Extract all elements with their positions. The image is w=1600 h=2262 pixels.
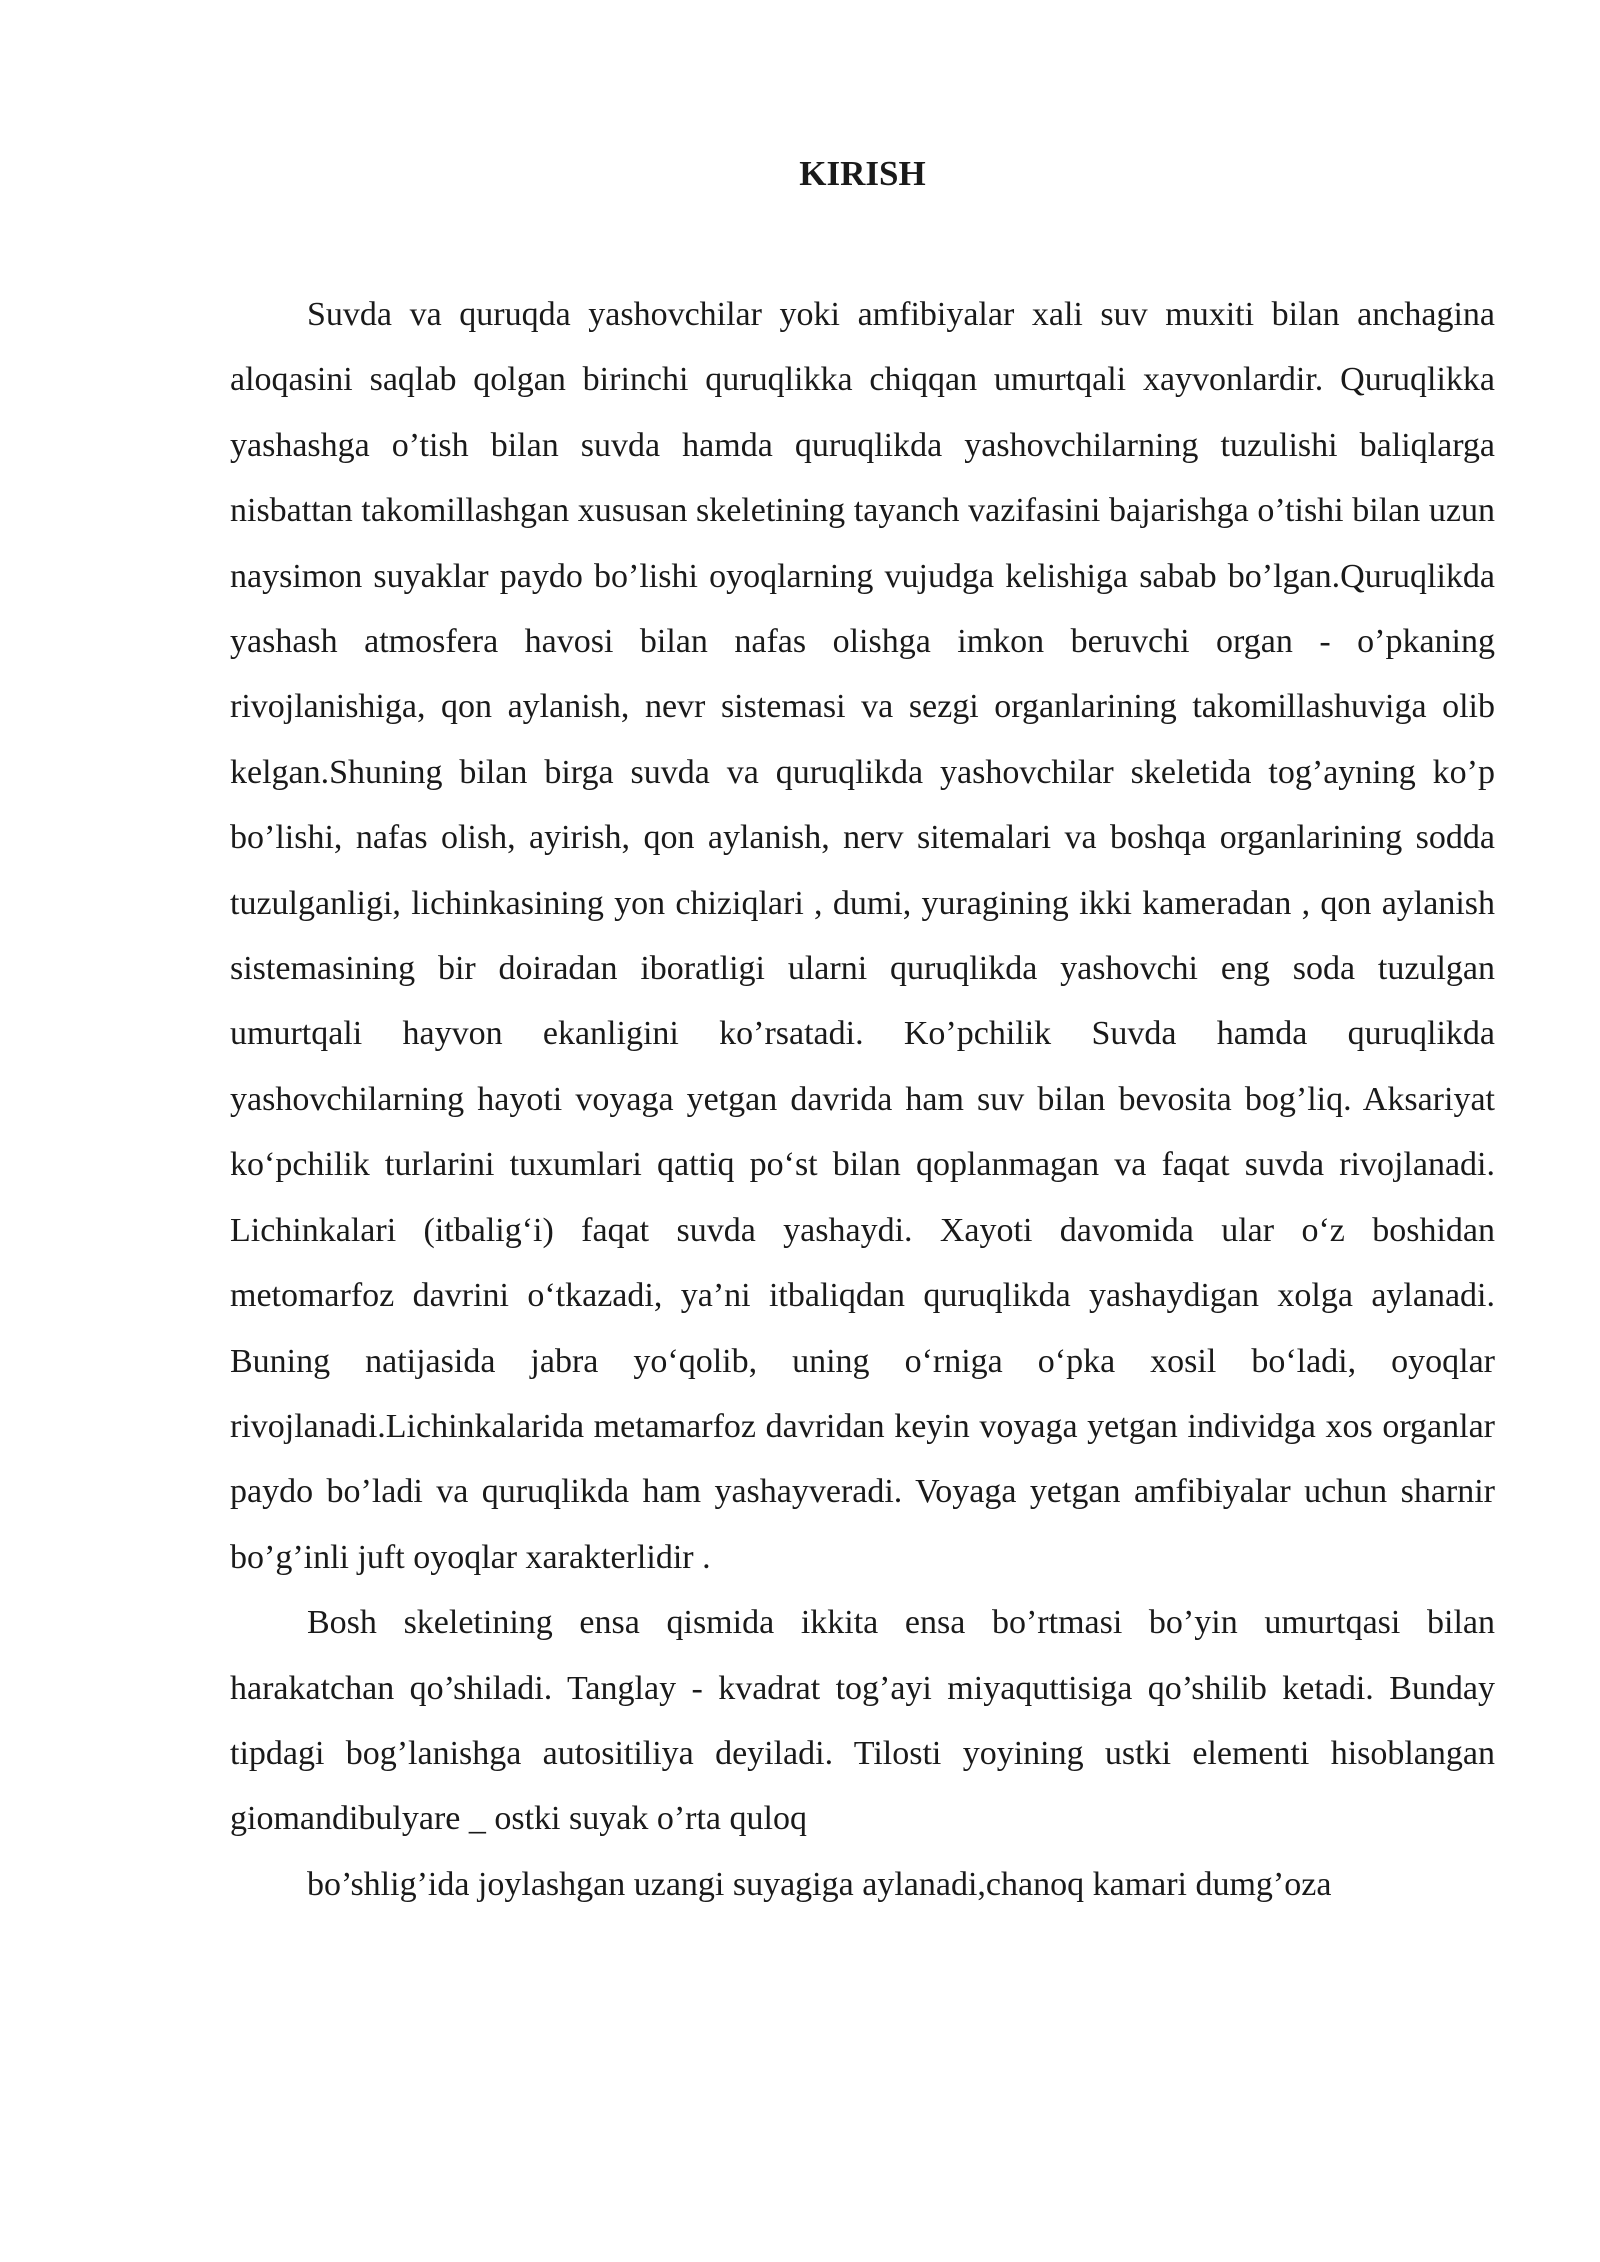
- document-body: [230, 282, 1495, 1917]
- page-title: KIRISH: [799, 154, 926, 193]
- paragraph-3: bo’shlig’ida joylashgan uzangi suyagiga aylanadi,chanoq kamari dumg’oza: [307, 1865, 1332, 1903]
- paragraph-2: Bosh skeletining ensa qismida ikkita ensa bo’rtmasi bo’yin umurtqasi bilan harakatchan qo’shiladi. Tanglay - kvadrat tog’ayi miyaquttisiga qo’shilib ketadi. Bunday tipdagi bog’lanishga autositiliya deyiladi. Tilosti yoyining ustki elementi hisoblangan giomandibulyare _ ostki suyak o’rta quloq: [230, 1604, 1495, 1838]
- paragraph-1: Suvda va quruqda yashovchilar yoki amfibiyalar xali suv muxiti bilan anchagina aloqasini saqlab qolgan birinchi quruqlikka chiqqan umurtqali xayvonlardir. Quruqlikka yashashga o’tish bilan suvda hamda quruqlikda yashovchilarning tuzulishi baliqlarga nisbattan takomillashgan xususan skeletining tayanch vazifasini bajarishga o’tishi bilan uzun naysimon suyaklar paydo bo’lishi oyoqlarning vujudga kelishiga sabab bo’lgan.Quruqlikda yashash atmosfera havosi bilan nafas olishga imkon beruvchi organ - o’pkaning rivojlanishiga, qon aylanish, nevr sistemasi va sezgi organlarining takomillashuviga olib kelgan.Shuning bilan birga suvda va quruqlikda yashovchilar skeletida tog’ayning ko’p bo’lishi, nafas olish, ayirish, qon aylanish, nerv sitemalari va boshqa organlarining sodda tuzulganligi, lichinkasining yon chiziqlari , dumi, yuragining ikki kameradan , qon aylanish sistemasining bir doiradan iboratligi ularni quruqlikda yashovchi eng soda tuzulgan umurtqali hayvon ekanligini ko’rsatadi. Ko’pchilik Suvda hamda quruqlikda yashovchilarning hayoti voyaga yetgan davrida ham suv bilan bevosita bog’liq. Aksariyat koʻpchilik turlarini tuxumlari qattiq poʻst bilan qoplanmagan va faqat suvda rivojlanadi. Lichinkalari (itbaligʻi) faqat suvda yashaydi. Xayoti davomida ular oʻz boshidan metomarfoz davrini oʻtkazadi, ya’ni itbaliqdan quruqlikda yashaydigan xolga aylanadi. Buning natijasida jabra yoʻqolib, uning oʻrniga oʻpka xosil boʻladi, oyoqlar rivojlanadi.Lichinkalarida metamarfoz davridan keyin voyaga yetgan individga xos organlar paydo bo’ladi va quruqlikda ham yashayveradi. Voyaga yetgan amfibiyalar uchun sharnir bo’g’inli juft oyoqlar xarakterlidir .: [230, 296, 1495, 1576]
